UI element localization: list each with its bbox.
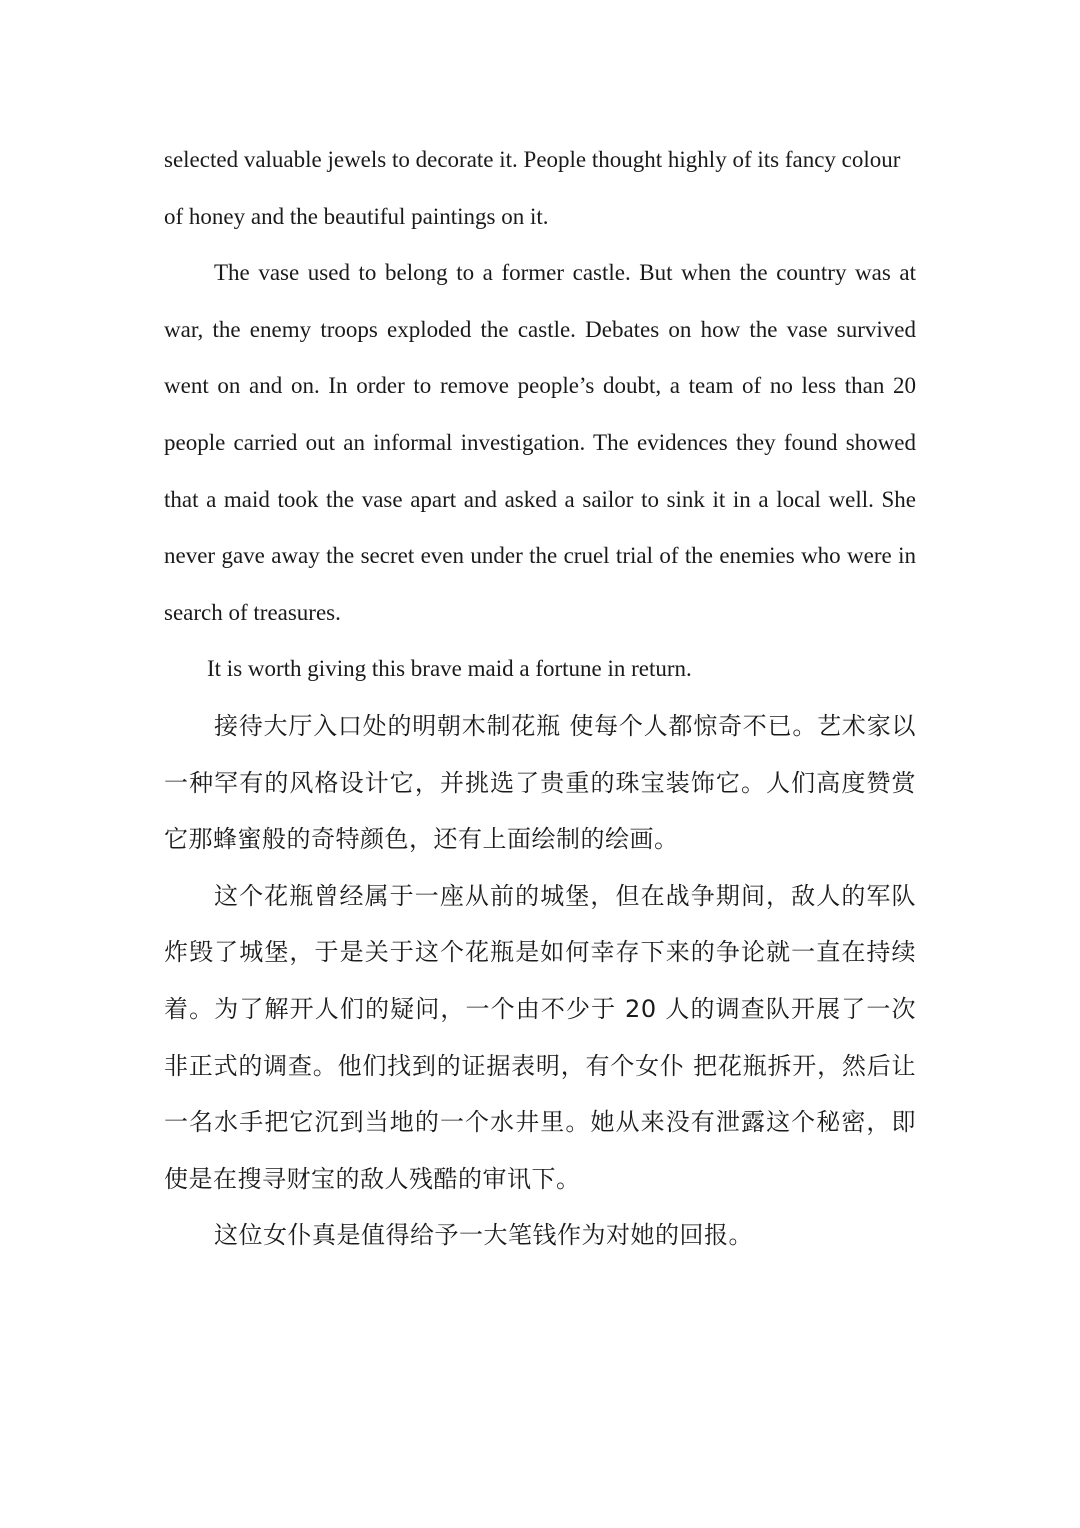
english-paragraph-3: It is worth giving this brave maid a fortune in return.	[207, 656, 692, 682]
chinese-paragraph-2: 这个花瓶曾经属于一座从前的城堡，但在战争期间，敌人的军队炸毁了城堡，于是关于这个花瓶是如何幸存下来的争论就一直在持续着。为了解开人们的疑问，一个由不少于 20 人的调查队开展了一次非正式的调查。他们找到的证据表明，有个女仆 把花瓶拆开，然后让一名水手把它沉到当地的一个水井里。她从来没有泄露这个秘密，即使是在搜寻财宝的敌人残酷的审讯下。	[164, 881, 916, 1193]
document-page	[164, 132, 916, 1264]
english-paragraph-2: The vase used to belong to a former castle. But when the country was at war, the enemy troops exploded the castle. Debates on how the vase survived went on and on. In order to remove people’s doubt, a team of no less than 20 people carried out an informal investigation. The evidences they found showed that a maid took the vase apart and asked a sailor to sink it in a local well. She never gave away the secret even under the cruel trial of the enemies who were in search of treasures.	[164, 260, 916, 625]
chinese-paragraph-1: 接待大厅入口处的明朝木制花瓶 使每个人都惊奇不已。艺术家以一种罕有的风格设计它，并挑选了贵重的珠宝装饰它。人们高度赞赏它那蜂蜜般的奇特颜色，还有上面绘制的绘画。	[164, 711, 916, 854]
chinese-paragraph-3: 这位女仆真是值得给予一大笔钱作为对她的回报。	[214, 1221, 753, 1250]
english-paragraph-1: selected valuable jewels to decorate it. People thought highly of its fancy colour of honey and the beautiful paintings on it.	[164, 147, 901, 229]
